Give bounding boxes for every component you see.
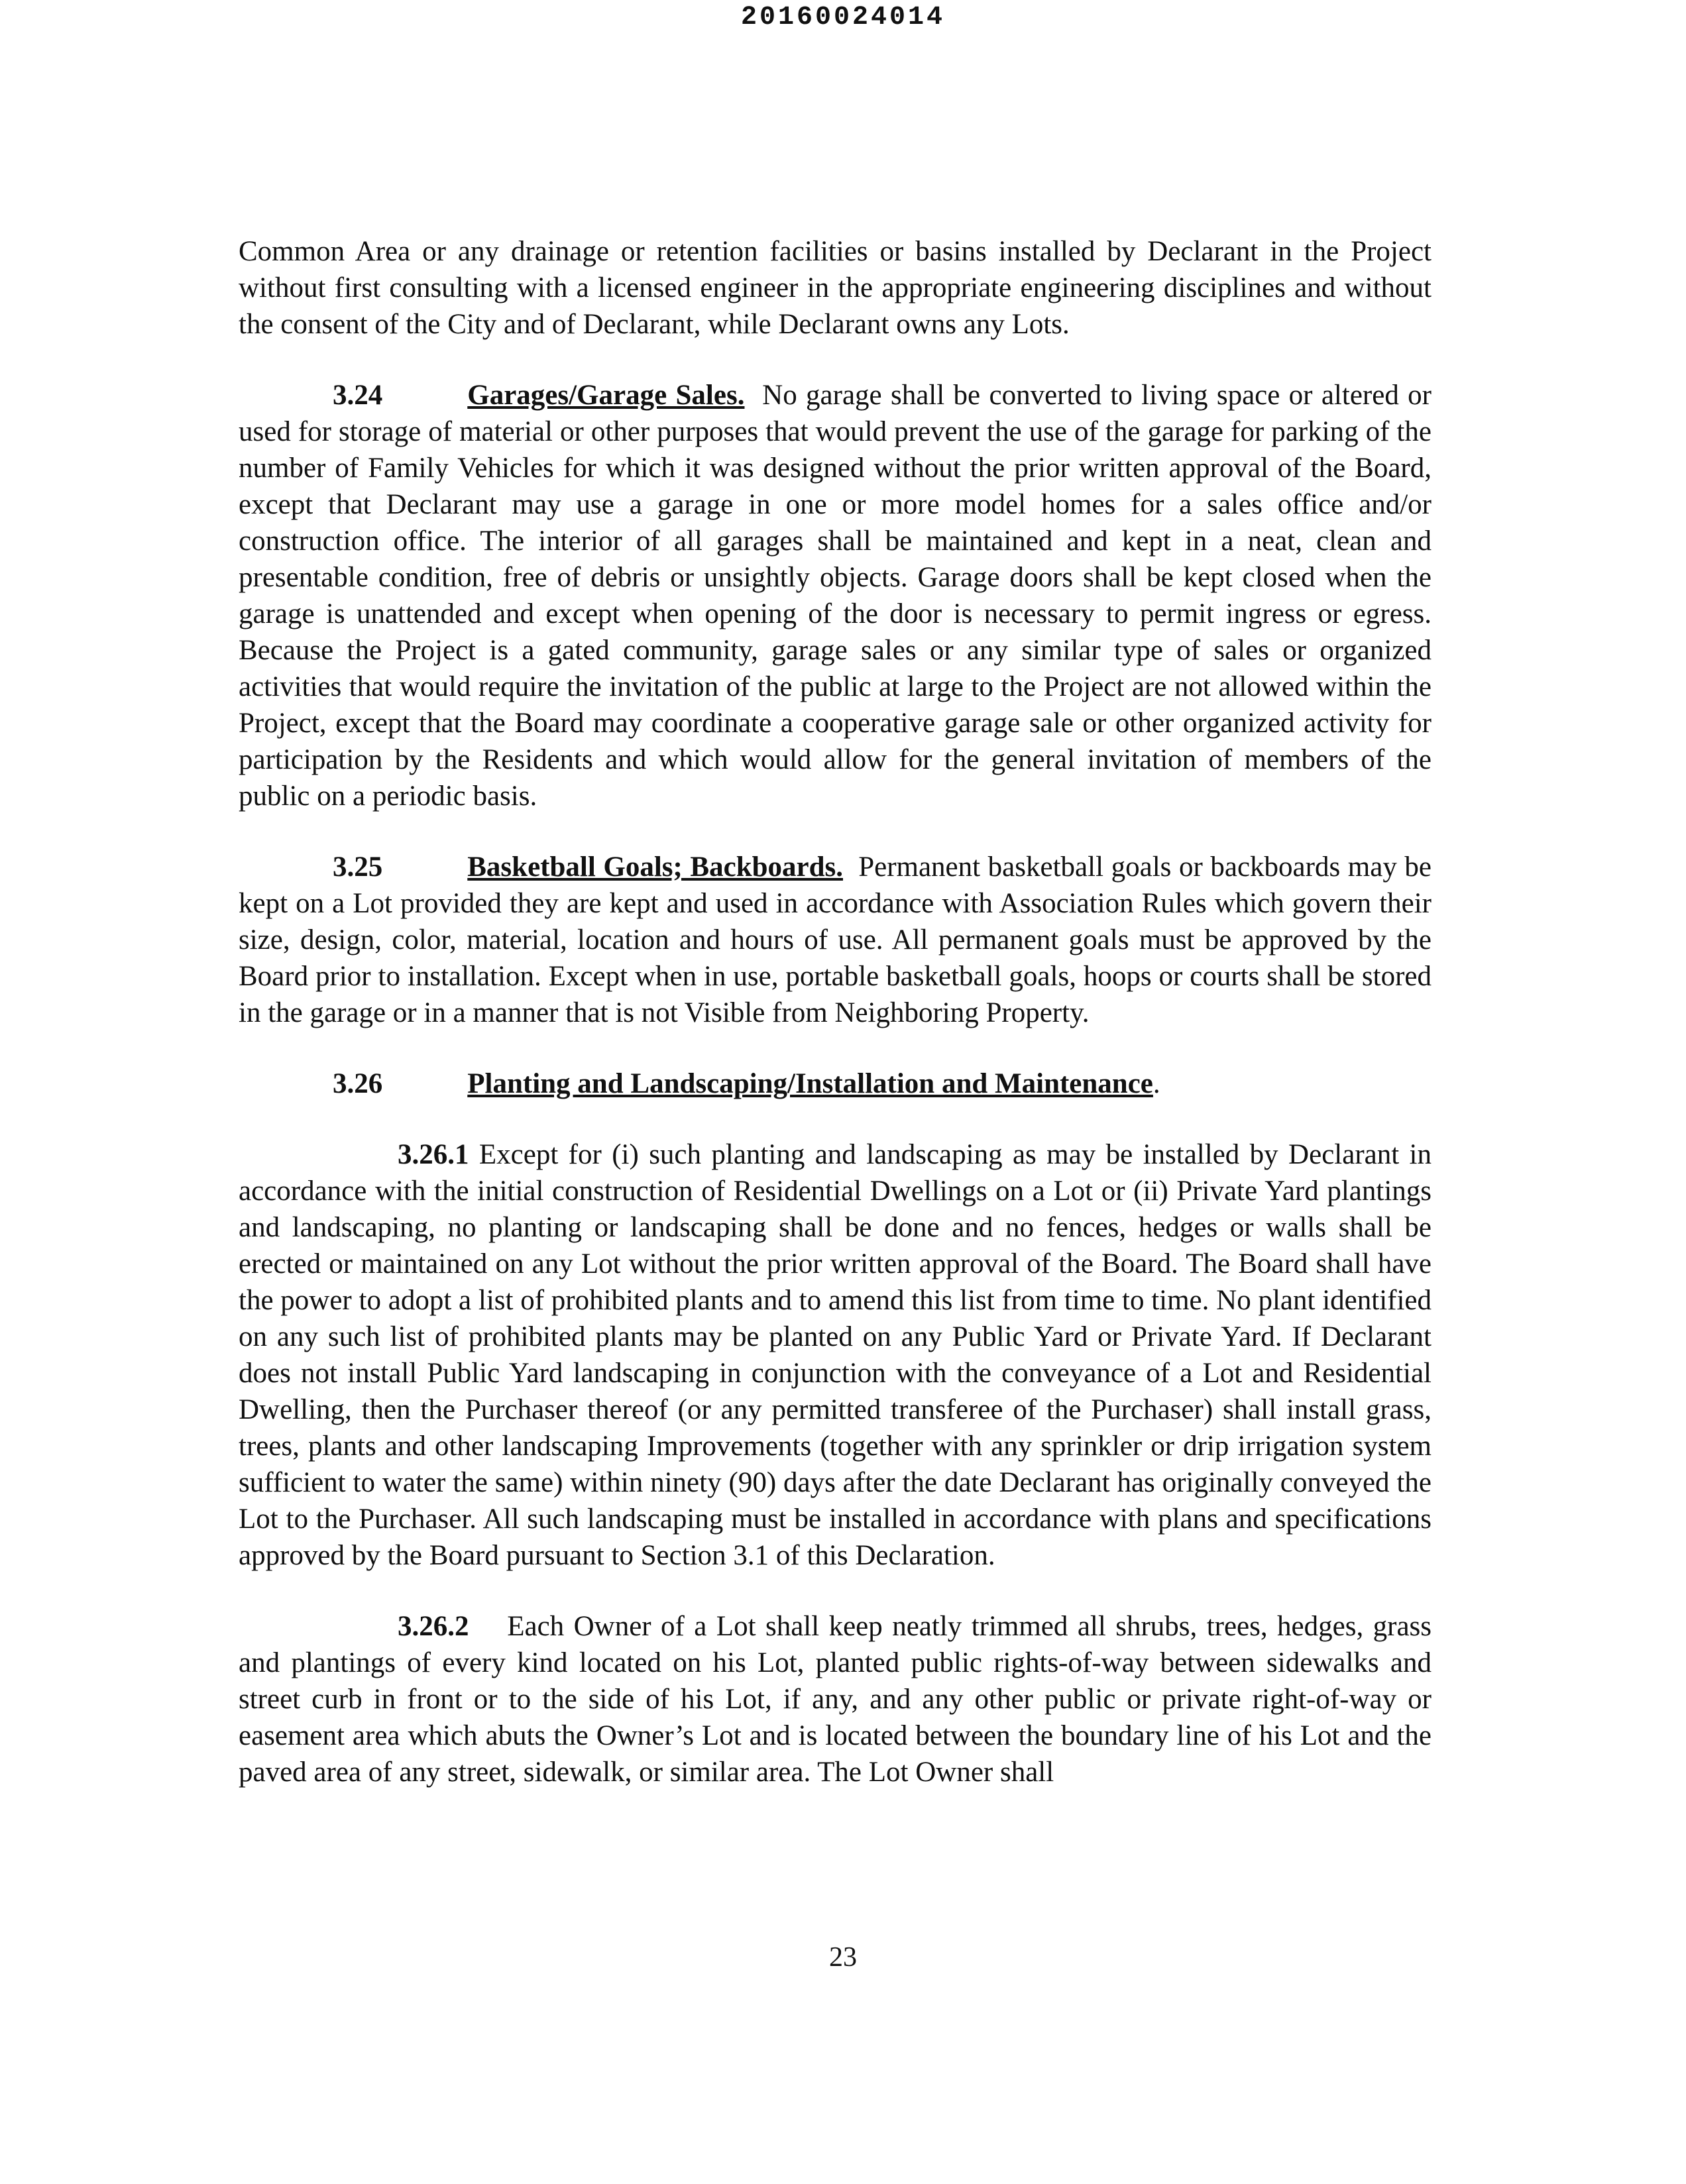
- page-number: 23: [829, 1942, 857, 1973]
- section-3-26: [239, 1065, 1432, 1102]
- section-number: 3.24: [333, 380, 383, 411]
- document-body: [239, 233, 1432, 1790]
- section-text: No garage shall be converted to living space or altered or used for storage of material or other purposes that would prevent the use of the garage for parking of the number of Family Vehicles for which it was designed without the prior written approval of the Board, except that Declarant may use a garage in one or more model homes for a sales office and/or construction office. The interior of all garages shall be maintained and kept in a neat, clean and presentable condition, free of debris or unsightly objects. Garage doors shall be kept closed when the garage is unattended and except when opening of the door is necessary to permit ingress or egress. Because the Project is a gated community, garage sales or any similar type of sales or organized activities that would require the invitation of the public at large to the Project are not allowed within the Project, except that the Board may coordinate a cooperative garage sale or other organized activity for participation by the Residents and which would allow for the general invitation of members of the public on a periodic basis.: [239, 380, 1432, 812]
- subsection-3-26-1: [239, 1136, 1432, 1574]
- subsection-text: Except for (i) such planting and landscaping as may be installed by Declarant in accordance with the initial construction of Residential Dwellings on a Lot or (ii) Private Yard plantings and landscaping, no planting or landscaping shall be done and no fences, hedges or walls shall be erected or maintained on any Lot without the prior written approval of the Board. The Board shall have the power to adopt a list of prohibited plants and to amend this list from time to time. No plant identified on any such list of prohibited plants may be planted on any Public Yard or Private Yard. If Declarant does not install Public Yard landscaping in conjunction with the conveyance of a Lot and Residential Dwelling, then the Purchaser thereof (or any permitted transferee of the Purchaser) shall install grass, trees, plants and other landscaping Improvements (together with any sprinkler or drip irrigation system sufficient to water the same) within ninety (90) days after the date Declarant has originally conveyed the Lot to the Purchaser. All such landscaping must be installed in accordance with plans and specifications approved by the Board pursuant to Section 3.1 of this Declaration.: [239, 1139, 1432, 1571]
- subsection-text: Each Owner of a Lot shall keep neatly trimmed all shrubs, trees, hedges, grass and plantings of every kind located on his Lot, planted public rights-of-way between sidewalks and street curb in front or to the side of his Lot, if any, and any other public or private right-of-way or easement area which abuts the Owner’s Lot and is located between the boundary line of his Lot and the paved area of any street, sidewalk, or similar area. The Lot Owner shall: [239, 1611, 1432, 1788]
- section-title: Garages/Garage Sales.: [467, 380, 745, 411]
- section-3-24: [239, 377, 1432, 814]
- subsection-number: 3.26.2: [398, 1611, 469, 1642]
- section-title-period: .: [1152, 1068, 1160, 1099]
- section-title: Planting and Landscaping/Installation and Maintenance: [467, 1068, 1153, 1099]
- section-text: Permanent basketball goals or backboards may be kept on a Lot provided they are kept and used in accordance with Association Rules which govern their size, design, color, material, location and hours of use. All permanent goals must be approved by the Board prior to installation. Except when in use, portable basketball goals, hoops or courts shall be stored in the garage or in a manner that is not Visible from Neighboring Property.: [239, 851, 1432, 1028]
- subsection-number: 3.26.1: [398, 1139, 469, 1170]
- section-title: Basketball Goals; Backboards.: [467, 851, 844, 883]
- subsection-3-26-2: [239, 1608, 1432, 1790]
- section-number: 3.25: [333, 851, 383, 883]
- document-number: 20160024014: [740, 3, 946, 32]
- section-3-25: [239, 849, 1432, 1031]
- intro-paragraph: Common Area or any drainage or retention facilities or basins installed by Declarant in the Project without first consulting with a licensed engineer in the appropriate engineering disciplines and without the consent of the City and of Declarant, while Declarant owns any Lots.: [239, 236, 1432, 340]
- section-number: 3.26: [333, 1068, 383, 1099]
